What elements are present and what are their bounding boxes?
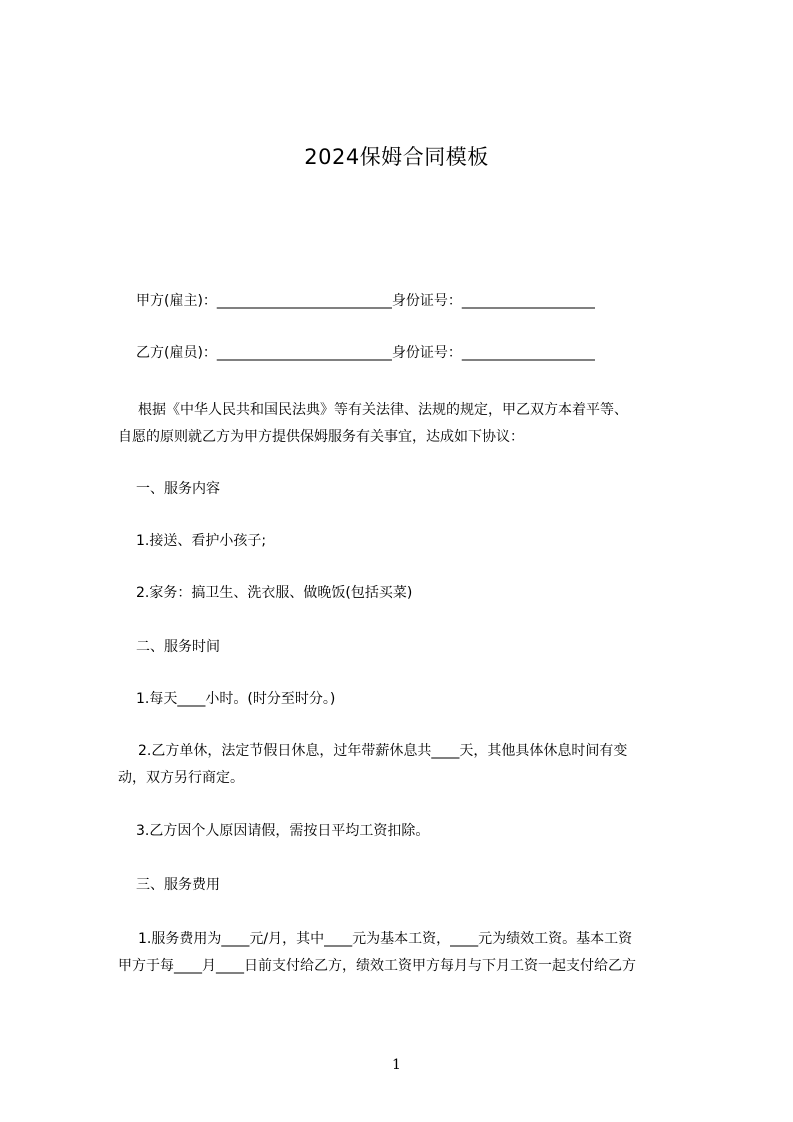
section-3-item-1 [118,926,718,980]
section-3-heading: 三、服务费用 [136,877,220,893]
section-2-item-2 [118,738,718,792]
intro-line-1: 根据《中华人民共和国民法典》等有关法律、法规的规定，甲乙双方本着平等、 [138,402,628,418]
section-2-item-3: 3.乙方因个人原因请假，需按日平均工资扣除。 [136,823,430,839]
document-title: 2024保姆合同模板 [304,145,489,169]
intro-line-2: 自愿的原则就乙方为甲方提供保姆服务有关事宜，达成如下协议： [118,429,524,445]
party-b-line: 乙方(雇员)：_________________________身份证号：___________________ [136,345,595,361]
section-1-heading: 一、服务内容 [136,481,220,497]
intro-paragraph [118,397,718,451]
section-2-item-1: 1.每天____小时。(时分至时分。) [136,691,336,707]
page-number: 1 [392,1057,401,1073]
party-a-line: 甲方(雇主)：_________________________身份证号：___________________ [136,293,595,309]
section-2-item-2-line-2: 动，双方另行商定。 [118,770,244,786]
section-2-heading: 二、服务时间 [136,639,220,655]
section-2-item-2-line-1: 2.乙方单休，法定节假日休息，过年带薪休息共____天，其他具体休息时间有变 [138,743,628,759]
section-1-item-2: 2.家务：搞卫生、洗衣服、做晚饭(包括买菜) [136,585,413,601]
section-3-item-1-line-2: 甲方于每____月____日前支付给乙方，绩效工资甲方每月与下月工资一起支付给乙方 [118,958,636,974]
section-3-item-1-line-1: 1.服务费用为____元/月，其中____元为基本工资，____元为绩效工资。基本工资 [138,931,633,947]
section-1-item-1: 1.接送、看护小孩子; [136,533,267,549]
